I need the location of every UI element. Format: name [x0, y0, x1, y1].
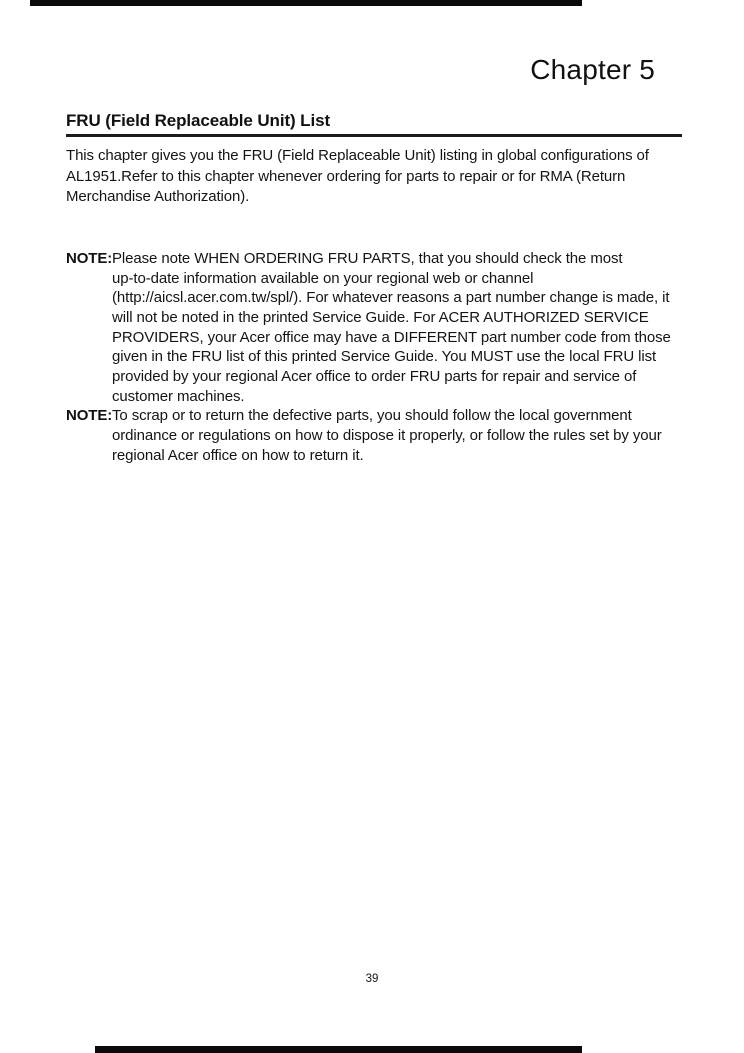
note-line: up-to-date information available on your regional web or channel: [112, 269, 534, 287]
note-line: provided by your regional Acer office to order FRU parts for repair and service of: [112, 367, 637, 385]
note-line: PROVIDERS, your Acer office may have a DIFFERENT part number code from those: [112, 328, 671, 346]
note-line: Please note WHEN ORDERING FRU PARTS, that you should check the most: [112, 250, 623, 267]
intro-line: This chapter gives you the FRU (Field Replaceable Unit) listing in global configurations of: [66, 147, 649, 164]
scan-artifact-bar-bottom: [95, 1046, 582, 1053]
intro-line: Merchandise Authorization).: [66, 188, 250, 205]
note-line: ordinance or regulations on how to dispose it properly, or follow the rules set by your: [112, 426, 662, 444]
page-number: 39: [365, 973, 379, 985]
note-line: regional Acer office on how to return it.: [112, 446, 364, 464]
section-heading: FRU (Field Replaceable Unit) List: [66, 111, 682, 137]
intro-paragraph: [66, 146, 716, 208]
intro-line: AL1951.Refer to this chapter whenever ordering for parts to repair or for RMA (Return: [66, 167, 626, 185]
scan-artifact-bar-top: [30, 0, 582, 6]
note-line: given in the FRU list of this printed Service Guide. You MUST use the local FRU list: [112, 348, 657, 366]
note-line: will not be noted in the printed Service Guide. For ACER AUTHORIZED SERVICE: [112, 308, 649, 326]
note-block: [66, 249, 726, 406]
note-label: NOTE:: [66, 250, 113, 267]
note-line: (http://aicsl.acer.com.tw/spl/). For whatever reasons a part number change is made, it: [112, 289, 670, 307]
note-line: To scrap or to return the defective parts, you should follow the local government: [112, 407, 632, 425]
notes-list: [66, 249, 726, 465]
chapter-title: Chapter 5: [530, 54, 655, 85]
note-block: [66, 406, 726, 465]
note-line: customer machines.: [112, 387, 245, 405]
note-label: NOTE:: [66, 407, 113, 425]
